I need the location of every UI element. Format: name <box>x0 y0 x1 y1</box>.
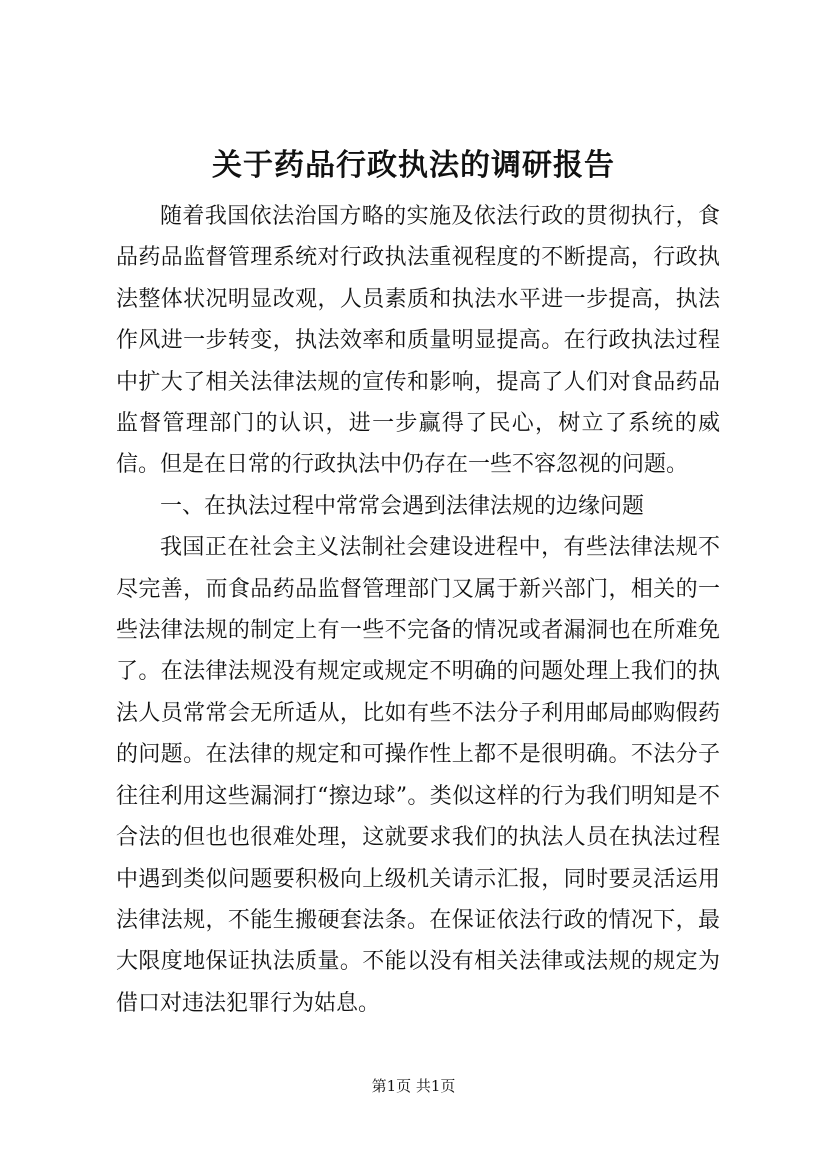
document-title: 关于药品行政执法的调研报告 <box>212 148 615 183</box>
document-body <box>116 196 720 1024</box>
paragraph-section-1: 我国正在社会主义法制社会建设进程中，有些法律法规不尽完善，而食品药品监督管理部门又属于新兴部门，相关的一些法律法规的制定上有一些不完备的情况或者漏洞也在所难免了。在法律法规没有规定或规定不明确的问题处理上我们的执法人员常常会无所适从，比如有些不法分子利用邮局邮购假药的问题。在法律的规定和可操作性上都不是很明确。不法分子往往利用这些漏洞打“擦边球”。类似这样的行为我们明知是不合法的但也也很难处理，这就要求我们的执法人员在执法过程中遇到类似问题要积极向上级机关请示汇报，同时要灵活运用法律法规，不能生搬硬套法条。在保证依法行政的情况下，最大限度地保证执法质量。不能以没有相关法律或法规的规定为借口对违法犯罪行为姑息。 <box>116 535 720 1016</box>
section-heading-1: 一、在执法过程中常常会遇到法律法规的边缘问题 <box>160 493 645 519</box>
paragraph-intro: 随着我国依法治国方略的实施及依法行政的贯彻执行，食品药品监督管理系统对行政执法重视程度的不断提高，行政执法整体状况明显改观，人员素质和执法水平进一步提高，执法作风进一步转变，执法效率和质量明显提高。在行政执法过程中扩大了相关法律法规的宣传和影响，提高了人们对食品药品监督管理部门的认识，进一步赢得了民心，树立了系统的威信。但是在日常的行政执法中仍存在一些不容忽视的问题。 <box>116 204 720 478</box>
page-footer: 第1页 共1页 <box>371 1077 456 1095</box>
